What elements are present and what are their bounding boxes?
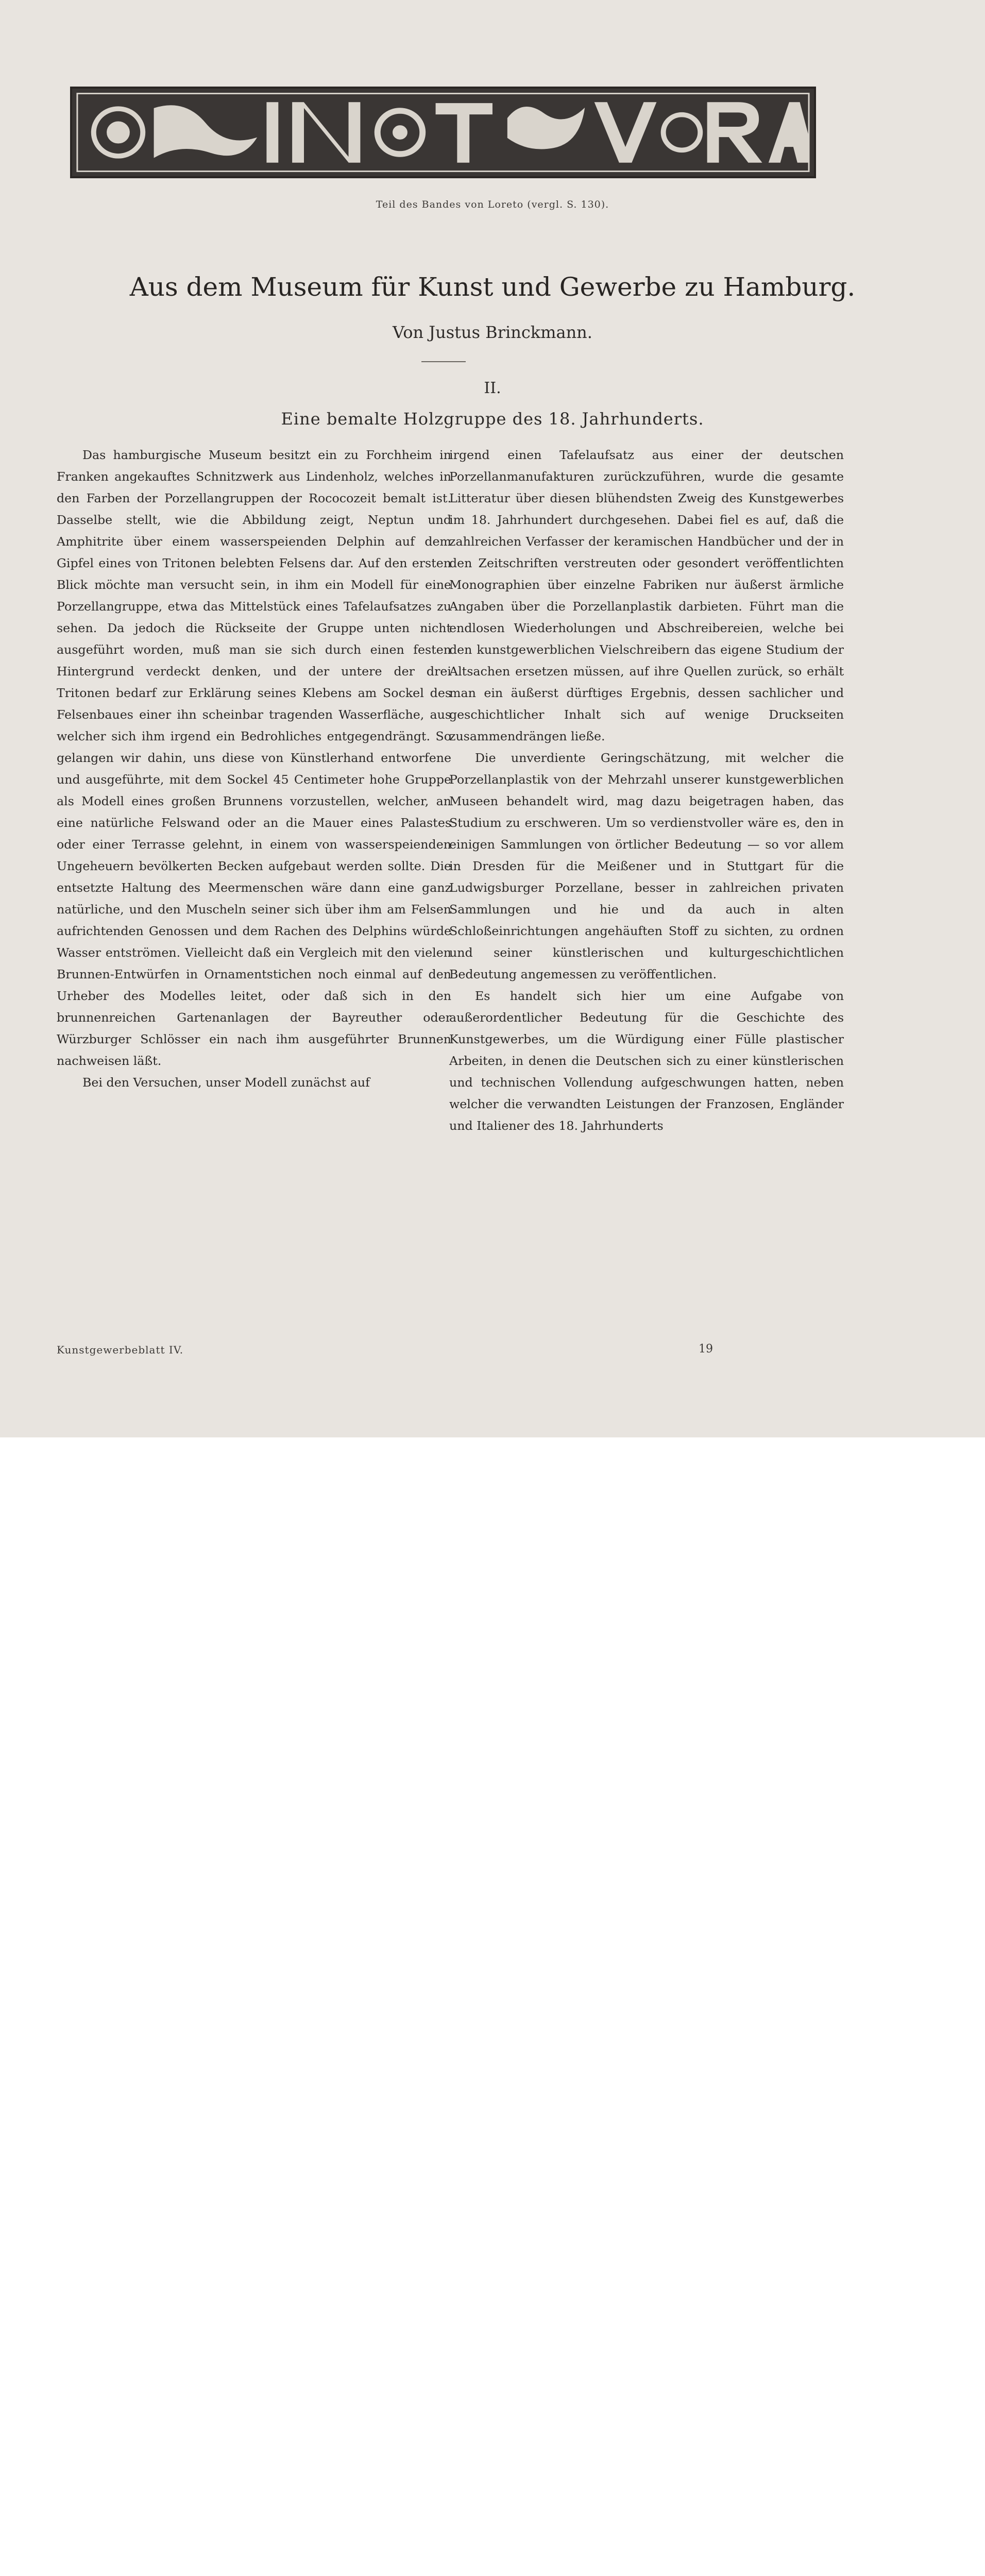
paragraph: irgend einen Tafelaufsatz aus einer der deutschen Porzellanmanufakturen zurückzuführen, wurde die gesamte Litteratur über diesen blühendsten Zweig des Kunstgewerbes im 18. Jahrhundert durchgesehen. Dabei fiel es auf, daß die zahlreichen Verfasser der keramischen Handbücher und der in den Zeitschriften verstreuten oder gesondert veröffentlichten Monographien über einzelne Fabriken nur äußerst ärmliche Angaben über die Porzellanplastik darbieten. Führt man die endlosen Wiederholungen und Abschreibereien, welche bei den kunstgewerblichen Vielschreibern das eigene Studium der Altsachen ersetzen müssen, auf ihre Quellen zurück, so erhält man ein äußerst dürftiges Ergebnis, dessen sachlicher und geschichtlicher Inhalt sich auf wenige Druckseiten zusammendrängen ließe. (449, 448, 844, 743)
ornamental-floral-banner-icon (72, 89, 814, 176)
article-title: Aus dem Museum für Kunst und Gewerbe zu Hamburg. (129, 272, 856, 302)
right-text-column (449, 444, 844, 1137)
paragraph: Die unverdiente Geringschätzung, mit welcher die Porzellanplastik von der Mehrzahl unserer kunstgewerblichen Museen behandelt wird, mag dazu beigetragen haben, das Studium zu erschweren. Um so verdienstvoller wäre es, den in einigen Sammlungen von örtlicher Bedeutung — so vor allem in Dresden für die Meißener und in Stuttgart für die Ludwigsburger Porzellane, besser in zahlreichen privaten Sammlungen und hie und da auch in alten Schloßeinrichtungen angehäuften Stoff zu sichten, zu ordnen und seiner künstlerischen und kulturgeschichtlichen Bedeutung angemessen zu veröffentlichen. (449, 751, 844, 981)
paragraph: Es handelt sich hier um eine Aufgabe von außerordentlicher Bedeutung für die Geschichte des Kunstgewerbes, um die Würdigung einer Fülle plastischer Arbeiten, in denen die Deutschen sich zu einer künstlerischen und technischen Vollendung aufgeschwungen hatten, neben welcher die verwandten Leistungen der Franzosen, Engländer und Italiener des 18. Jahrhunderts (449, 989, 844, 1133)
page-number: 19 (699, 1343, 713, 1355)
paragraph: Das hamburgische Museum besitzt ein zu Forchheim in Franken angekauftes Schnitzwerk aus Lindenholz, welches in den Farben der Porzellangruppen der Rococozeit bemalt ist. Dasselbe stellt, wie die Abbildung zeigt, Neptun und Amphitrite über einem wasserspeienden Delphin auf dem Gipfel eines von Tritonen belebten Felsens dar. Auf den ersten Blick möchte man versucht sein, in ihm ein Modell für eine Porzellangruppe, etwa das Mittelstück eines Tafelaufsatzes zu sehen. Da jedoch die Rückseite der Gruppe unten nicht ausgeführt worden, muß man sie sich durch einen festen Hintergrund verdeckt denken, und der untere der drei Tritonen bedarf zur Erklärung seines Klebens am Sockel des Felsenbaues einer ihn scheinbar tragenden Wasserfläche, aus welcher sich ihm irgend ein Bedrohliches entgegendrängt. So gelangen wir dahin, uns diese von Künstlerhand entworfene und ausgeführte, mit dem Sockel 45 Centimeter hohe Gruppe als Modell eines großen Brunnens vorzustellen, welcher, an eine natürliche Felswand oder an die Mauer eines Palastes oder einer Terrasse gelehnt, in einem von wasserspeienden Ungeheuern bevölkerten Becken aufgebaut werden sollte. Die entsetzte Haltung des Meermenschen wäre dann eine ganz natürliche, und den Muscheln seiner sich über ihm am Felsen aufrichtenden Genossen und dem Rachen des Delphins würde Wasser entströmen. Vielleicht daß ein Vergleich mit den vielen Brunnen-Entwürfen in Ornamentstichen noch einmal auf den Urheber des Modelles leitet, oder daß sich in den brunnenreichen Gartenanlagen der Bayreuther oder Würzburger Schlösser ein nach ihm ausgeführter Brunnen nachweisen läßt. (57, 448, 451, 1068)
article-byline: Von Justus Brinckmann. (393, 323, 592, 342)
paragraph: Bei den Versuchen, unser Modell zunächst auf (82, 1075, 370, 1090)
banner-caption: Teil des Bandes von Loreto (vergl. S. 130). (376, 199, 609, 210)
title-divider (421, 361, 466, 362)
section-subtitle: Eine bemalte Holzgruppe des 18. Jahrhunderts. (281, 409, 704, 429)
viewer-bottom-bar (0, 1437, 985, 1507)
left-text-column (57, 444, 451, 1093)
part-number: II. (484, 379, 501, 397)
journal-footer: Kunstgewerbeblatt IV. (57, 1344, 184, 1356)
ornamental-banner (70, 87, 816, 178)
